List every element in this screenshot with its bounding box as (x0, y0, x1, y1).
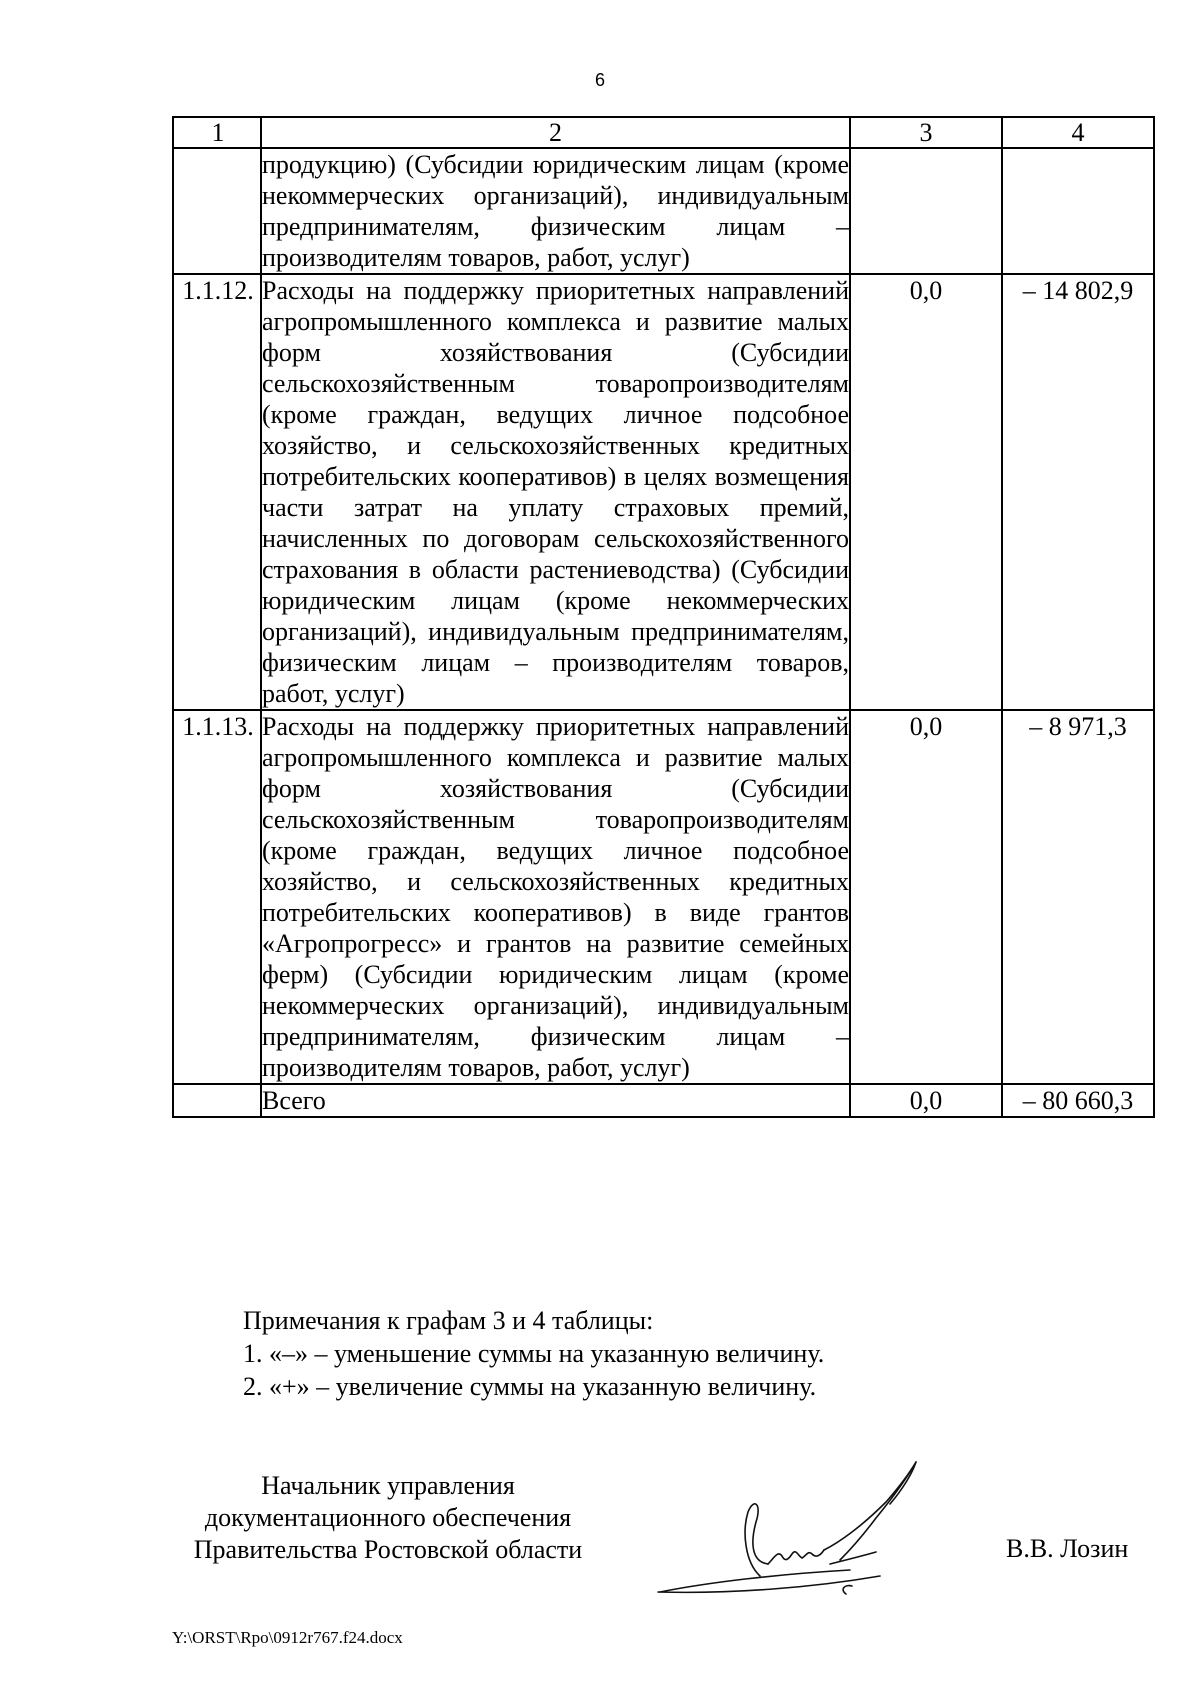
position-line: Начальник управления (261, 1471, 515, 1500)
table-row (173, 710, 1154, 1084)
note-item: 1. «–» – уменьшение суммы на указанную величину. (243, 1339, 825, 1368)
header-col-1: 1 (173, 117, 261, 148)
signatory-name: В.В. Лозин (1006, 1534, 1129, 1563)
row-description: продукцию) (Субсидии юридическим лицам (кроме некоммерческих организаций), индивидуальным предпринимателям, физическим лицам – производителям товаров, работ, услуг) (262, 150, 849, 272)
row-col3-value: 0,0 (850, 710, 1002, 1084)
position-line: Правительства Ростовской области (193, 1535, 583, 1564)
table-notes (243, 1304, 824, 1403)
table-header-row (173, 117, 1154, 148)
header-col-4: 4 (1002, 117, 1154, 148)
signatory-position (168, 1470, 608, 1566)
file-path: Y:\ORST\Rpo\0912r767.f24.docx (172, 1628, 403, 1647)
row-col3-value: 0,0 (850, 274, 1002, 710)
row-number: 1.1.12. (173, 274, 261, 710)
row-col4-value: – 14 802,9 (1002, 274, 1154, 710)
header-col-3: 3 (850, 117, 1002, 148)
budget-table (172, 116, 1155, 1118)
table-row (173, 148, 1154, 274)
table-total-row (173, 1084, 1154, 1117)
total-col3-value: 0,0 (850, 1084, 1002, 1117)
row-col4-value (1002, 148, 1154, 274)
handwritten-signature (650, 1452, 990, 1602)
position-line: документационного обеспечения (204, 1503, 572, 1532)
header-col-2: 2 (261, 117, 850, 148)
notes-title: Примечания к графам 3 и 4 таблицы: (243, 1306, 654, 1335)
row-col4-value: – 8 971,3 (1002, 710, 1154, 1084)
note-item: 2. «+» – увеличение суммы на указанную величину. (243, 1372, 817, 1401)
row-col3-value (850, 148, 1002, 274)
total-empty-cell (173, 1084, 261, 1117)
row-description: Расходы на поддержку приоритетных направлений агропромышленного комплекса и развитие малых форм хозяйствования (Субсидии сельскохозяйственным товаропроизводителям (кроме граждан, ведущих личное подсобное хозяйство, и сельскохозяйственных кредитных потребительских кооперативов) в виде грантов «Агропрогресс» и грантов на развитие семейных ферм) (Субсидии юридическим лицам (кроме некоммерческих организаций), индивидуальным предпринимателям, физическим лицам – производителям товаров, работ, услуг) (262, 712, 849, 1082)
row-number: 1.1.13. (173, 710, 261, 1084)
page-number: 6 (594, 70, 605, 90)
table-row (173, 274, 1154, 710)
total-label: Всего (261, 1084, 850, 1117)
row-number (173, 148, 261, 274)
row-description: Расходы на поддержку приоритетных направлений агропромышленного комплекса и развитие малых форм хозяйствования (Субсидии сельскохозяйственным товаропроизводителям (кроме граждан, ведущих личное подсобное хозяйство, и сельскохозяйственных кредитных потребительских кооперативов) в целях возмещения части затрат на уплату страховых премий, начисленных по договорам сельскохозяйственного страхования в области растениеводства) (Субсидии юридическим лицам (кроме некоммерческих организаций), индивидуальным предпринимателям, физическим лицам – производителям товаров, работ, услуг) (262, 276, 849, 708)
total-col4-value: – 80 660,3 (1002, 1084, 1154, 1117)
